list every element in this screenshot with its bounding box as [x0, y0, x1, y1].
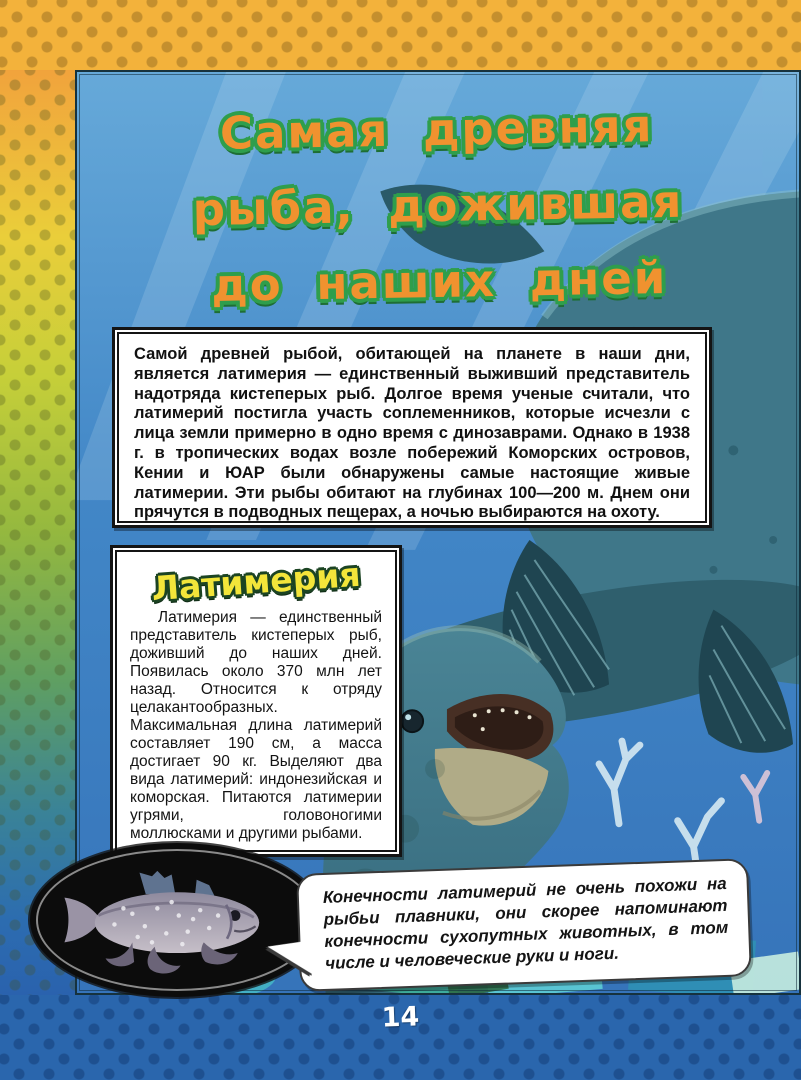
speech-bubble-text: Конечности латимерий не очень похожи на рыбьи плавники, они скорее напоминают конечности сухопутных животных, в том числе и человеческие руки и ноги.: [322, 873, 729, 973]
intro-text-box: [112, 327, 712, 528]
speech-bubble-tail: [266, 937, 314, 974]
title-line-2: рыба, дожившая: [192, 174, 684, 237]
intro-paragraph: Самой древней рыбой, обитающей на планете в наши дни, является латимерия — единственный выживший представитель надотряда кистеперых рыб. Долгое время ученые считали, что латимерий постигла участь соплеменников, которые исчезли с лица земли примерно в одно время с динозаврами. Однако в 1938 г. в тропических водах возле побережий Коморских островов, Кении и ЮАР были обнаружены самые настоящие живые латимерии. Эти рыбы обитают на глубинах 100—200 м. Днем они прячутся в подводных пещерах, а ночью выбираются на охоту.: [134, 345, 690, 522]
page-number: 14: [381, 1001, 420, 1034]
fact-box-paragraph: Латимерия — единственный представитель кистеперых рыб, доживший до наших дней. Появилась около 370 млн лет назад. Относится к отряду целакантообразных. Максимальная длина латимерий составляет 190 см, а масса достигает 90 кг. Выделяют два вида латимерий: индонезийская и коморская. Питаются латимерии угрями, головоногими моллюсками и другими рыбами.: [130, 609, 382, 842]
page-title: [73, 86, 801, 327]
page-border-top-dotted: [0, 0, 801, 72]
title-line-1: Самая древняя: [219, 99, 654, 160]
intro-text-box-frame: [117, 332, 707, 523]
fact-box-heading: Латимерия: [150, 554, 362, 609]
fact-box: [110, 545, 402, 857]
speech-bubble: [296, 858, 752, 992]
fact-box-frame: [115, 550, 397, 852]
coelacanth-photo-oval: [30, 843, 324, 997]
title-line-3: до наших дней: [210, 251, 668, 312]
